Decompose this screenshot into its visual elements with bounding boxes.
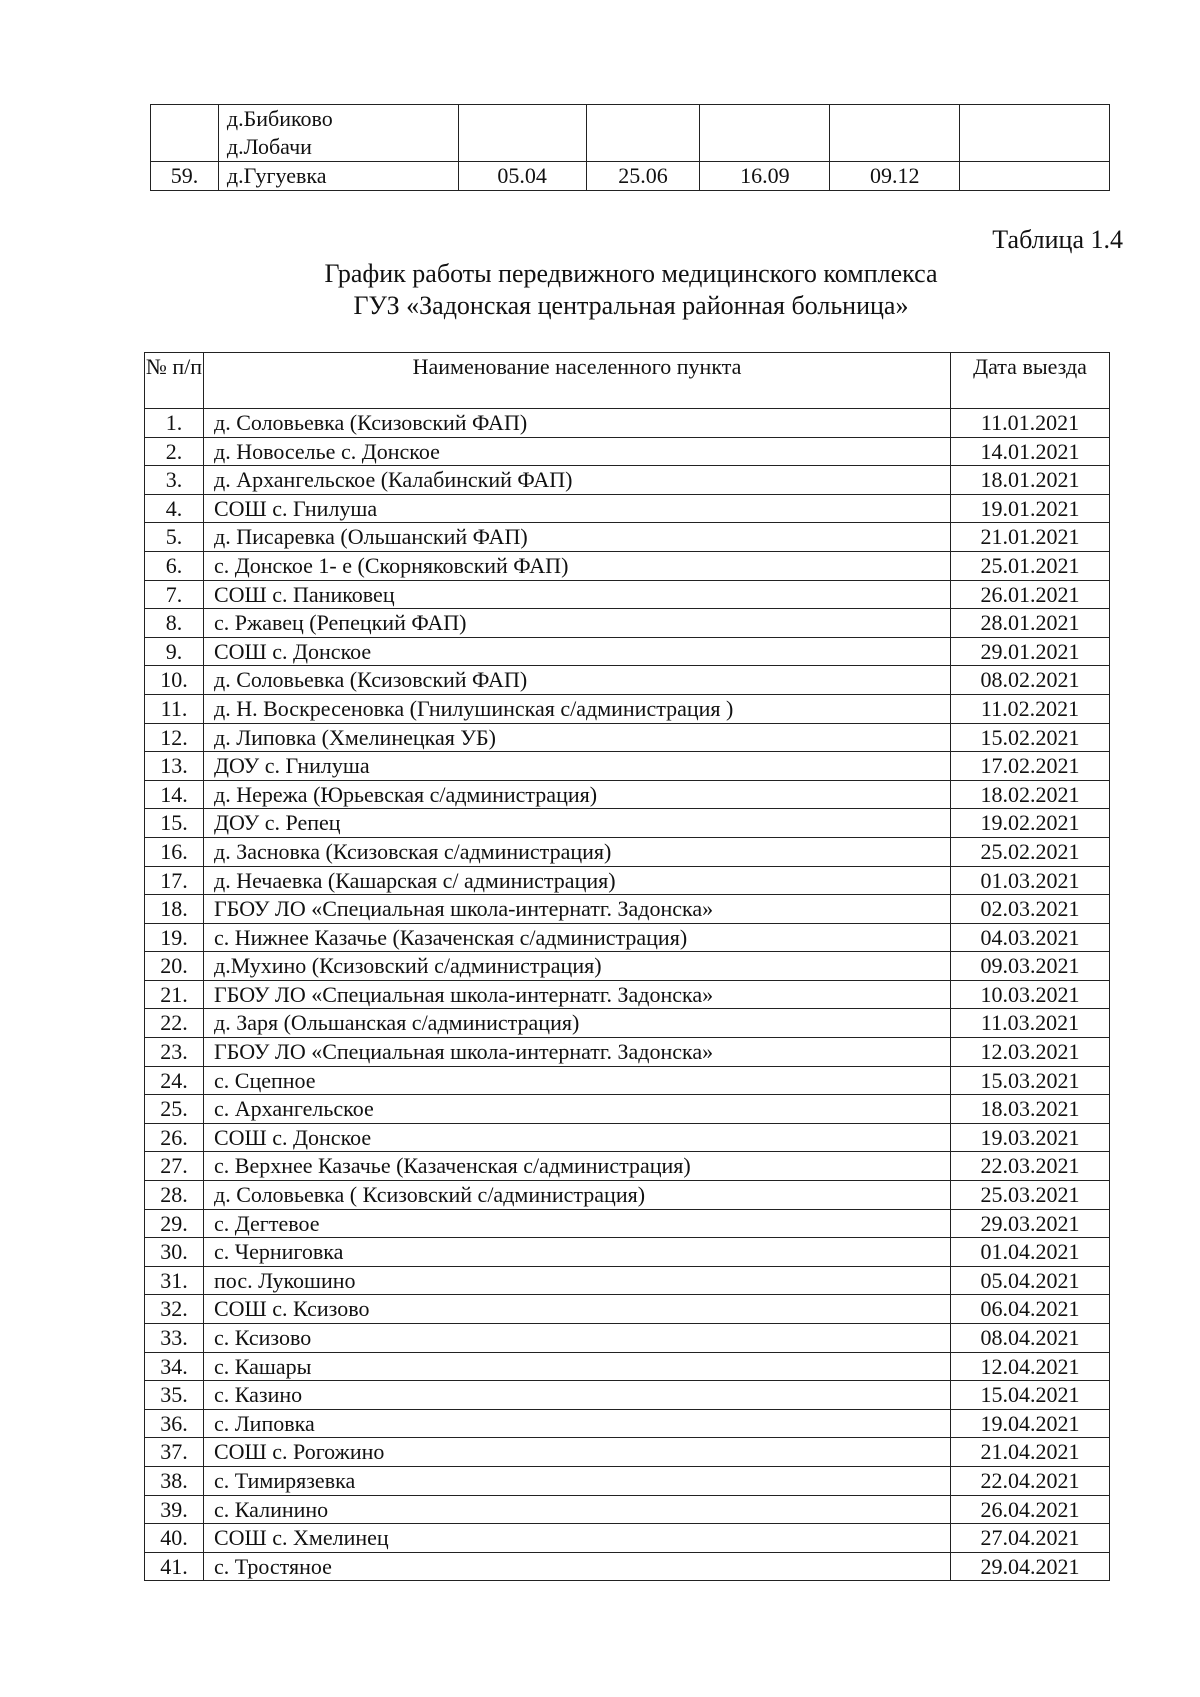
visit-date: 16.09 <box>700 162 830 191</box>
settlement-name-line: д.Гугуевка <box>226 163 327 188</box>
visit-date: 19.03.2021 <box>951 1123 1110 1152</box>
table-row <box>145 1038 1110 1067</box>
visit-date: 11.01.2021 <box>951 409 1110 438</box>
table-row <box>145 752 1110 781</box>
table-row <box>145 1066 1110 1095</box>
table-row <box>145 895 1110 924</box>
table-row <box>145 1381 1110 1410</box>
visit-date: 08.02.2021 <box>951 666 1110 695</box>
visit-date: 12.04.2021 <box>951 1352 1110 1381</box>
row-number: 27. <box>145 1152 204 1181</box>
table-title-line1: График работы передвижного медицинского комплекса <box>324 259 938 288</box>
row-number: 36. <box>145 1409 204 1438</box>
visit-date: 11.02.2021 <box>951 694 1110 723</box>
visit-date: 22.04.2021 <box>951 1466 1110 1495</box>
row-number: 7. <box>145 580 204 609</box>
row-number: 21. <box>145 980 204 1009</box>
settlement-name: с. Черниговка <box>204 1238 951 1267</box>
continuation-row <box>151 105 1110 162</box>
table-row <box>145 1238 1110 1267</box>
visit-date: 11.03.2021 <box>951 1009 1110 1038</box>
table-row <box>145 437 1110 466</box>
visit-date <box>830 105 960 162</box>
table-number: Таблица 1.4 <box>992 225 1123 254</box>
settlement-name: д.Мухино (Ксизовский с/администрация) <box>204 952 951 981</box>
row-number: 30. <box>145 1238 204 1267</box>
table-row <box>145 1409 1110 1438</box>
settlement-name: ГБОУ ЛО «Специальная школа-интернатг. Задонска» <box>204 895 951 924</box>
row-number: 11. <box>145 694 204 723</box>
visit-date: 04.03.2021 <box>951 923 1110 952</box>
row-number: 23. <box>145 1038 204 1067</box>
row-number: 2. <box>145 437 204 466</box>
visit-date: 26.04.2021 <box>951 1495 1110 1524</box>
settlement-name: д. Соловьевка ( Ксизовский с/администрация) <box>204 1181 951 1210</box>
row-number: 4. <box>145 494 204 523</box>
visit-date: 25.06 <box>586 162 700 191</box>
settlement-name: СОШ с. Рогожино <box>204 1438 951 1467</box>
visit-date: 21.01.2021 <box>951 523 1110 552</box>
visit-date: 29.03.2021 <box>951 1209 1110 1238</box>
visit-date: 26.01.2021 <box>951 580 1110 609</box>
table-row <box>145 580 1110 609</box>
visit-date: 08.04.2021 <box>951 1324 1110 1353</box>
table-row <box>145 694 1110 723</box>
row-number: 31. <box>145 1266 204 1295</box>
table-row <box>145 466 1110 495</box>
row-number: 15. <box>145 809 204 838</box>
visit-date: 17.02.2021 <box>951 752 1110 781</box>
table-row <box>145 780 1110 809</box>
settlement-name-line: д.Лобачи <box>226 134 312 159</box>
row-number: 12. <box>145 723 204 752</box>
table-row <box>145 952 1110 981</box>
settlement-name: СОШ с. Донское <box>204 1123 951 1152</box>
visit-date: 27.04.2021 <box>951 1524 1110 1553</box>
row-number: 17. <box>145 866 204 895</box>
row-number: 40. <box>145 1524 204 1553</box>
settlement-name: с. Ржавец (Репецкий ФАП) <box>204 609 951 638</box>
visit-date: 21.04.2021 <box>951 1438 1110 1467</box>
visit-date: 12.03.2021 <box>951 1038 1110 1067</box>
visit-date: 19.01.2021 <box>951 494 1110 523</box>
settlement-name: ДОУ с. Репец <box>204 809 951 838</box>
row-number: 26. <box>145 1123 204 1152</box>
row-number: 16. <box>145 837 204 866</box>
row-number: 1. <box>145 409 204 438</box>
table-row <box>145 1466 1110 1495</box>
visit-date: 19.02.2021 <box>951 809 1110 838</box>
table-row <box>145 1095 1110 1124</box>
row-number: 28. <box>145 1181 204 1210</box>
table-row <box>145 609 1110 638</box>
settlement-name: с. Архангельское <box>204 1095 951 1124</box>
settlement-name: ГБОУ ЛО «Специальная школа-интернатг. Задонска» <box>204 1038 951 1067</box>
settlement-name <box>218 162 458 191</box>
table-row <box>145 1552 1110 1581</box>
settlement-name: д. Соловьевка (Ксизовский ФАП) <box>204 409 951 438</box>
settlement-name: с. Верхнее Казачье (Казаченская с/администрация) <box>204 1152 951 1181</box>
settlement-name: д. Новоселье с. Донское <box>204 437 951 466</box>
table-title-line2: ГУЗ «Задонская центральная районная больница» <box>353 291 909 320</box>
table-row <box>145 1438 1110 1467</box>
visit-date <box>960 105 1110 162</box>
continuation-table <box>150 104 1110 191</box>
table-row <box>145 1209 1110 1238</box>
visit-date: 15.02.2021 <box>951 723 1110 752</box>
row-number: 10. <box>145 666 204 695</box>
settlement-name: СОШ с. Ксизово <box>204 1295 951 1324</box>
row-number: 14. <box>145 780 204 809</box>
row-number: 37. <box>145 1438 204 1467</box>
row-number: 6. <box>145 551 204 580</box>
table-row <box>145 637 1110 666</box>
visit-date <box>586 105 700 162</box>
visit-date: 02.03.2021 <box>951 895 1110 924</box>
row-number: 33. <box>145 1324 204 1353</box>
row-number: 13. <box>145 752 204 781</box>
visit-date: 22.03.2021 <box>951 1152 1110 1181</box>
visit-date: 14.01.2021 <box>951 437 1110 466</box>
visit-date: 05.04.2021 <box>951 1266 1110 1295</box>
table-row <box>145 1152 1110 1181</box>
visit-date: 15.03.2021 <box>951 1066 1110 1095</box>
table-row <box>145 980 1110 1009</box>
visit-date: 01.04.2021 <box>951 1238 1110 1267</box>
table-row <box>145 923 1110 952</box>
table-row <box>145 866 1110 895</box>
table-row <box>145 551 1110 580</box>
settlement-name: д. Нережа (Юрьевская с/администрация) <box>204 780 951 809</box>
table-row <box>145 1123 1110 1152</box>
visit-date: 25.03.2021 <box>951 1181 1110 1210</box>
visit-date: 29.04.2021 <box>951 1552 1110 1581</box>
row-number: 24. <box>145 1066 204 1095</box>
visit-date <box>700 105 830 162</box>
visit-date: 06.04.2021 <box>951 1295 1110 1324</box>
settlement-name: д. Липовка (Хмелинецкая УБ) <box>204 723 951 752</box>
visit-date: 28.01.2021 <box>951 609 1110 638</box>
row-number: 8. <box>145 609 204 638</box>
settlement-name: с. Калинино <box>204 1495 951 1524</box>
row-number: 18. <box>145 895 204 924</box>
table-row <box>145 809 1110 838</box>
row-number <box>151 105 219 162</box>
row-number: 3. <box>145 466 204 495</box>
table-row <box>145 723 1110 752</box>
settlement-name: с. Нижнее Казачье (Казаченская с/администрация) <box>204 923 951 952</box>
table-row <box>145 1181 1110 1210</box>
table-row <box>145 523 1110 552</box>
settlement-name: СОШ с. Хмелинец <box>204 1524 951 1553</box>
table-row <box>145 1266 1110 1295</box>
table-row <box>145 409 1110 438</box>
settlement-name: СОШ с. Донское <box>204 637 951 666</box>
visit-date <box>960 162 1110 191</box>
settlement-name-line: д.Бибиково <box>226 106 333 131</box>
table-row <box>145 1352 1110 1381</box>
visit-date: 15.04.2021 <box>951 1381 1110 1410</box>
settlement-name: с. Тимирязевка <box>204 1466 951 1495</box>
table-row <box>145 1324 1110 1353</box>
settlement-name: д. Засновка (Ксизовская с/администрация) <box>204 837 951 866</box>
header-date: Дата выезда <box>951 353 1110 409</box>
table-row <box>145 1009 1110 1038</box>
settlement-name: д. Соловьевка (Ксизовский ФАП) <box>204 666 951 695</box>
row-number: 19. <box>145 923 204 952</box>
row-number: 38. <box>145 1466 204 1495</box>
visit-date: 25.02.2021 <box>951 837 1110 866</box>
row-number: 25. <box>145 1095 204 1124</box>
settlement-name: д. Архангельское (Калабинский ФАП) <box>204 466 951 495</box>
settlement-name: с. Кашары <box>204 1352 951 1381</box>
visit-date: 18.01.2021 <box>951 466 1110 495</box>
settlement-name: с. Липовка <box>204 1409 951 1438</box>
table-header-row <box>145 353 1110 409</box>
settlement-name <box>218 105 458 162</box>
table-row <box>145 1495 1110 1524</box>
settlement-name: с. Тростяное <box>204 1552 951 1581</box>
table-row <box>145 837 1110 866</box>
settlement-name: с. Донское 1- е (Скорняковский ФАП) <box>204 551 951 580</box>
table-row <box>145 666 1110 695</box>
settlement-name: ГБОУ ЛО «Специальная школа-интернатг. Задонска» <box>204 980 951 1009</box>
settlement-name: ДОУ с. Гнилуша <box>204 752 951 781</box>
visit-date: 01.03.2021 <box>951 866 1110 895</box>
visit-date: 19.04.2021 <box>951 1409 1110 1438</box>
settlement-name: СОШ с. Гнилуша <box>204 494 951 523</box>
visit-date: 09.03.2021 <box>951 952 1110 981</box>
visit-date: 25.01.2021 <box>951 551 1110 580</box>
settlement-name: с. Сцепное <box>204 1066 951 1095</box>
visit-date: 10.03.2021 <box>951 980 1110 1009</box>
visit-date: 18.03.2021 <box>951 1095 1110 1124</box>
table-row <box>145 494 1110 523</box>
continuation-row <box>151 162 1110 191</box>
visit-date: 29.01.2021 <box>951 637 1110 666</box>
visit-date: 18.02.2021 <box>951 780 1110 809</box>
settlement-name: пос. Лукошино <box>204 1266 951 1295</box>
settlement-name: с. Дегтевое <box>204 1209 951 1238</box>
settlement-name: с. Ксизово <box>204 1324 951 1353</box>
header-num: № п/п <box>145 353 204 409</box>
row-number: 35. <box>145 1381 204 1410</box>
row-number: 29. <box>145 1209 204 1238</box>
settlement-name: д. Заря (Ольшанская с/администрация) <box>204 1009 951 1038</box>
row-number: 5. <box>145 523 204 552</box>
settlement-name: д. Нечаевка (Кашарская с/ администрация) <box>204 866 951 895</box>
row-number: 32. <box>145 1295 204 1324</box>
header-name: Наименование населенного пункта <box>204 353 951 409</box>
schedule-table <box>144 352 1110 1581</box>
table-title <box>0 258 1200 322</box>
row-number: 9. <box>145 637 204 666</box>
visit-date: 05.04 <box>458 162 586 191</box>
row-number: 39. <box>145 1495 204 1524</box>
row-number: 34. <box>145 1352 204 1381</box>
settlement-name: д. Н. Воскресеновка (Гнилушинская с/администрация ) <box>204 694 951 723</box>
row-number: 41. <box>145 1552 204 1581</box>
visit-date <box>458 105 586 162</box>
settlement-name: с. Казино <box>204 1381 951 1410</box>
visit-date: 09.12 <box>830 162 960 191</box>
settlement-name: СОШ с. Паниковец <box>204 580 951 609</box>
table-row <box>145 1524 1110 1553</box>
row-number: 59. <box>151 162 219 191</box>
settlement-name: д. Писаревка (Ольшанский ФАП) <box>204 523 951 552</box>
table-row <box>145 1295 1110 1324</box>
row-number: 20. <box>145 952 204 981</box>
row-number: 22. <box>145 1009 204 1038</box>
